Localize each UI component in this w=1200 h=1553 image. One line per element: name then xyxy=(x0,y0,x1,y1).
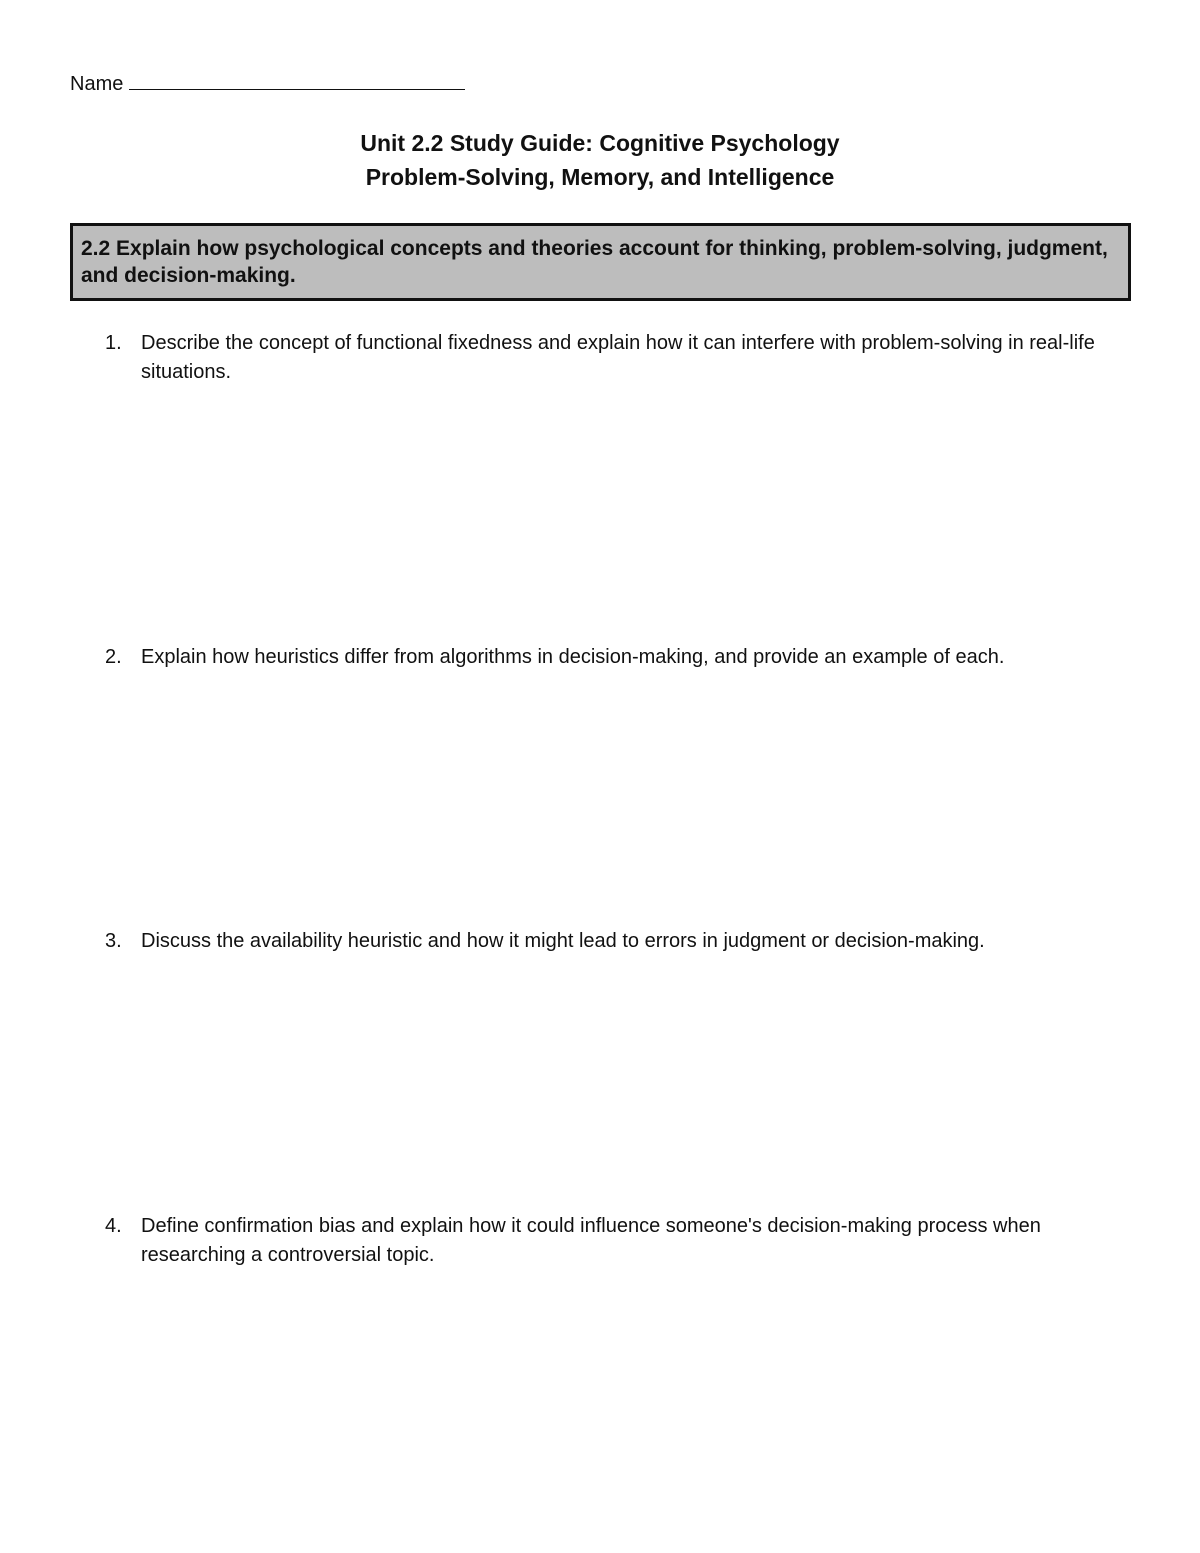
question-text: Describe the concept of functional fixedness and explain how it can interfere with problem-solving in real-life situations. xyxy=(141,332,1095,383)
question-number: 4. xyxy=(105,1215,122,1237)
standard-text: 2.2 Explain how psychological concepts and theories account for thinking, problem-solving, judgment, and decision-making. xyxy=(81,237,1108,287)
name-field-row xyxy=(70,70,465,98)
name-blank-line[interactable] xyxy=(129,71,465,90)
title-line-1: Unit 2.2 Study Guide: Cognitive Psychology xyxy=(360,130,840,156)
question-number: 1. xyxy=(105,332,122,354)
title-line-2: Problem-Solving, Memory, and Intelligence xyxy=(365,164,835,190)
question-item xyxy=(105,329,1125,387)
standard-box xyxy=(70,223,1131,301)
question-number: 3. xyxy=(105,930,122,952)
question-number: 2. xyxy=(105,646,122,668)
document-title xyxy=(0,126,1200,194)
question-text: Explain how heuristics differ from algorithms in decision-making, and provide an example of each. xyxy=(141,646,1005,668)
question-item xyxy=(105,927,1125,956)
question-item xyxy=(105,643,1125,672)
name-label: Name xyxy=(70,73,124,95)
question-item xyxy=(105,1212,1125,1270)
question-text: Discuss the availability heuristic and how it might lead to errors in judgment or decision-making. xyxy=(141,930,985,952)
question-text: Define confirmation bias and explain how it could influence someone's decision-making process when researching a controversial topic. xyxy=(141,1215,1041,1266)
